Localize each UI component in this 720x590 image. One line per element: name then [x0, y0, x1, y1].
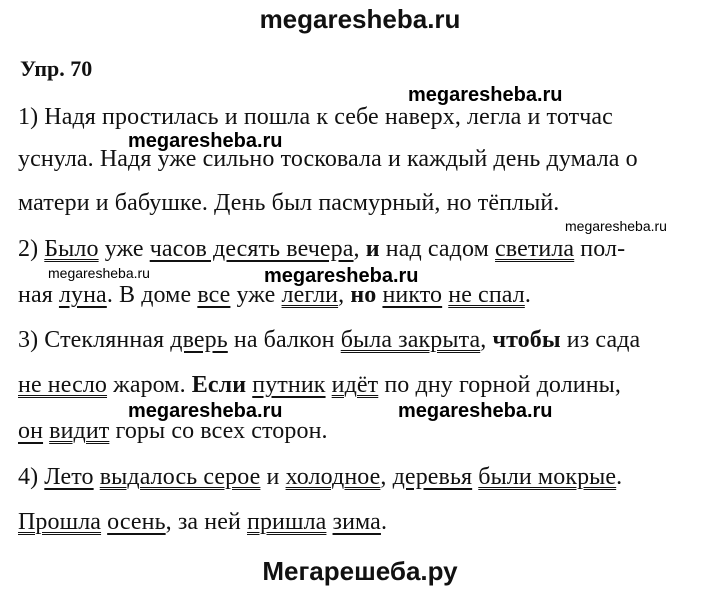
text: 3) Стеклянная: [18, 327, 171, 353]
subject: часов десять вечера: [149, 236, 354, 262]
site-header: megaresheba.ru: [259, 4, 461, 34]
text: .: [616, 464, 623, 490]
subject: осень: [107, 509, 166, 535]
text: . В доме: [106, 282, 198, 308]
text: горы со всех сторон.: [109, 418, 328, 444]
watermark: megaresheba.ru: [264, 265, 419, 287]
text: ,: [338, 282, 351, 308]
predicate: не несло: [18, 372, 108, 398]
text: 4): [18, 464, 45, 490]
site-footer: Мегарешеба.ру: [262, 556, 458, 586]
paragraph-2-line-2: [18, 282, 531, 309]
text: ,: [353, 236, 366, 262]
watermark: megaresheba.ru: [128, 130, 283, 152]
text: жаром.: [107, 372, 192, 398]
paragraph-1-line-1: 1) Надя простилась и пошла к себе наверх, легла и тотчас: [18, 104, 613, 130]
text: ,: [380, 464, 393, 490]
predicate: выдалось серое: [99, 464, 261, 490]
paragraph-4-line-2: [18, 509, 387, 536]
exercise-title: Упр. 70: [20, 56, 93, 81]
predicate: не спал: [448, 282, 525, 308]
watermark: megaresheba.ru: [128, 400, 283, 422]
subject: луна: [58, 282, 107, 308]
subject: он: [18, 418, 44, 444]
text: .: [524, 282, 531, 308]
predicate: пришла: [247, 509, 327, 535]
predicate: идёт: [331, 372, 379, 398]
predicate: легли: [281, 282, 339, 308]
paragraph-3-line-1: [18, 327, 640, 354]
watermark: megaresheba.ru: [398, 400, 553, 422]
text: на балкон: [227, 327, 341, 353]
text: над садом: [379, 236, 496, 262]
paragraph-2-line-1: [18, 236, 625, 263]
predicate: была закрыта: [340, 327, 481, 353]
conjunction: и: [365, 236, 380, 262]
sentence-number: 2): [18, 236, 45, 262]
subject: путник: [252, 372, 326, 398]
watermark: megaresheba.ru: [408, 84, 563, 106]
conjunction: чтобы: [492, 327, 561, 353]
conjunction: Если: [191, 372, 247, 398]
paragraph-3-line-2: [18, 372, 621, 399]
text: ,: [480, 327, 493, 353]
predicate: были мокрые: [478, 464, 617, 490]
text: , за ней: [165, 509, 248, 535]
text: уже: [230, 282, 282, 308]
predicate: Прошла: [18, 509, 102, 535]
subject: дверь: [170, 327, 228, 353]
text: ная: [18, 282, 59, 308]
paragraph-3-line-3: [18, 418, 328, 445]
subject: никто: [382, 282, 443, 308]
subject: Лето: [44, 464, 94, 490]
paragraph-1-line-3: матери и бабушке. День был пасмурный, но тёплый.: [18, 190, 560, 216]
predicate: Было: [44, 236, 99, 262]
text: пол-: [574, 236, 626, 262]
paragraph-1-line-2: уснула. Надя уже сильно тосковала и каждый день думала о: [18, 146, 638, 172]
subject: зима: [332, 509, 381, 535]
predicate: светила: [495, 236, 575, 262]
conjunction: но: [350, 282, 377, 308]
watermark: megaresheba.ru: [565, 218, 667, 234]
subject: деревья: [392, 464, 473, 490]
subject: все: [197, 282, 231, 308]
text: из сада: [560, 327, 641, 353]
watermark: megaresheba.ru: [48, 265, 150, 281]
predicate: холодное: [285, 464, 381, 490]
predicate: видит: [49, 418, 110, 444]
paragraph-4-line-1: [18, 464, 622, 491]
text: по дну горной долины,: [378, 372, 621, 398]
text: .: [380, 509, 388, 535]
text: и: [260, 464, 286, 490]
text: уже: [98, 236, 150, 262]
